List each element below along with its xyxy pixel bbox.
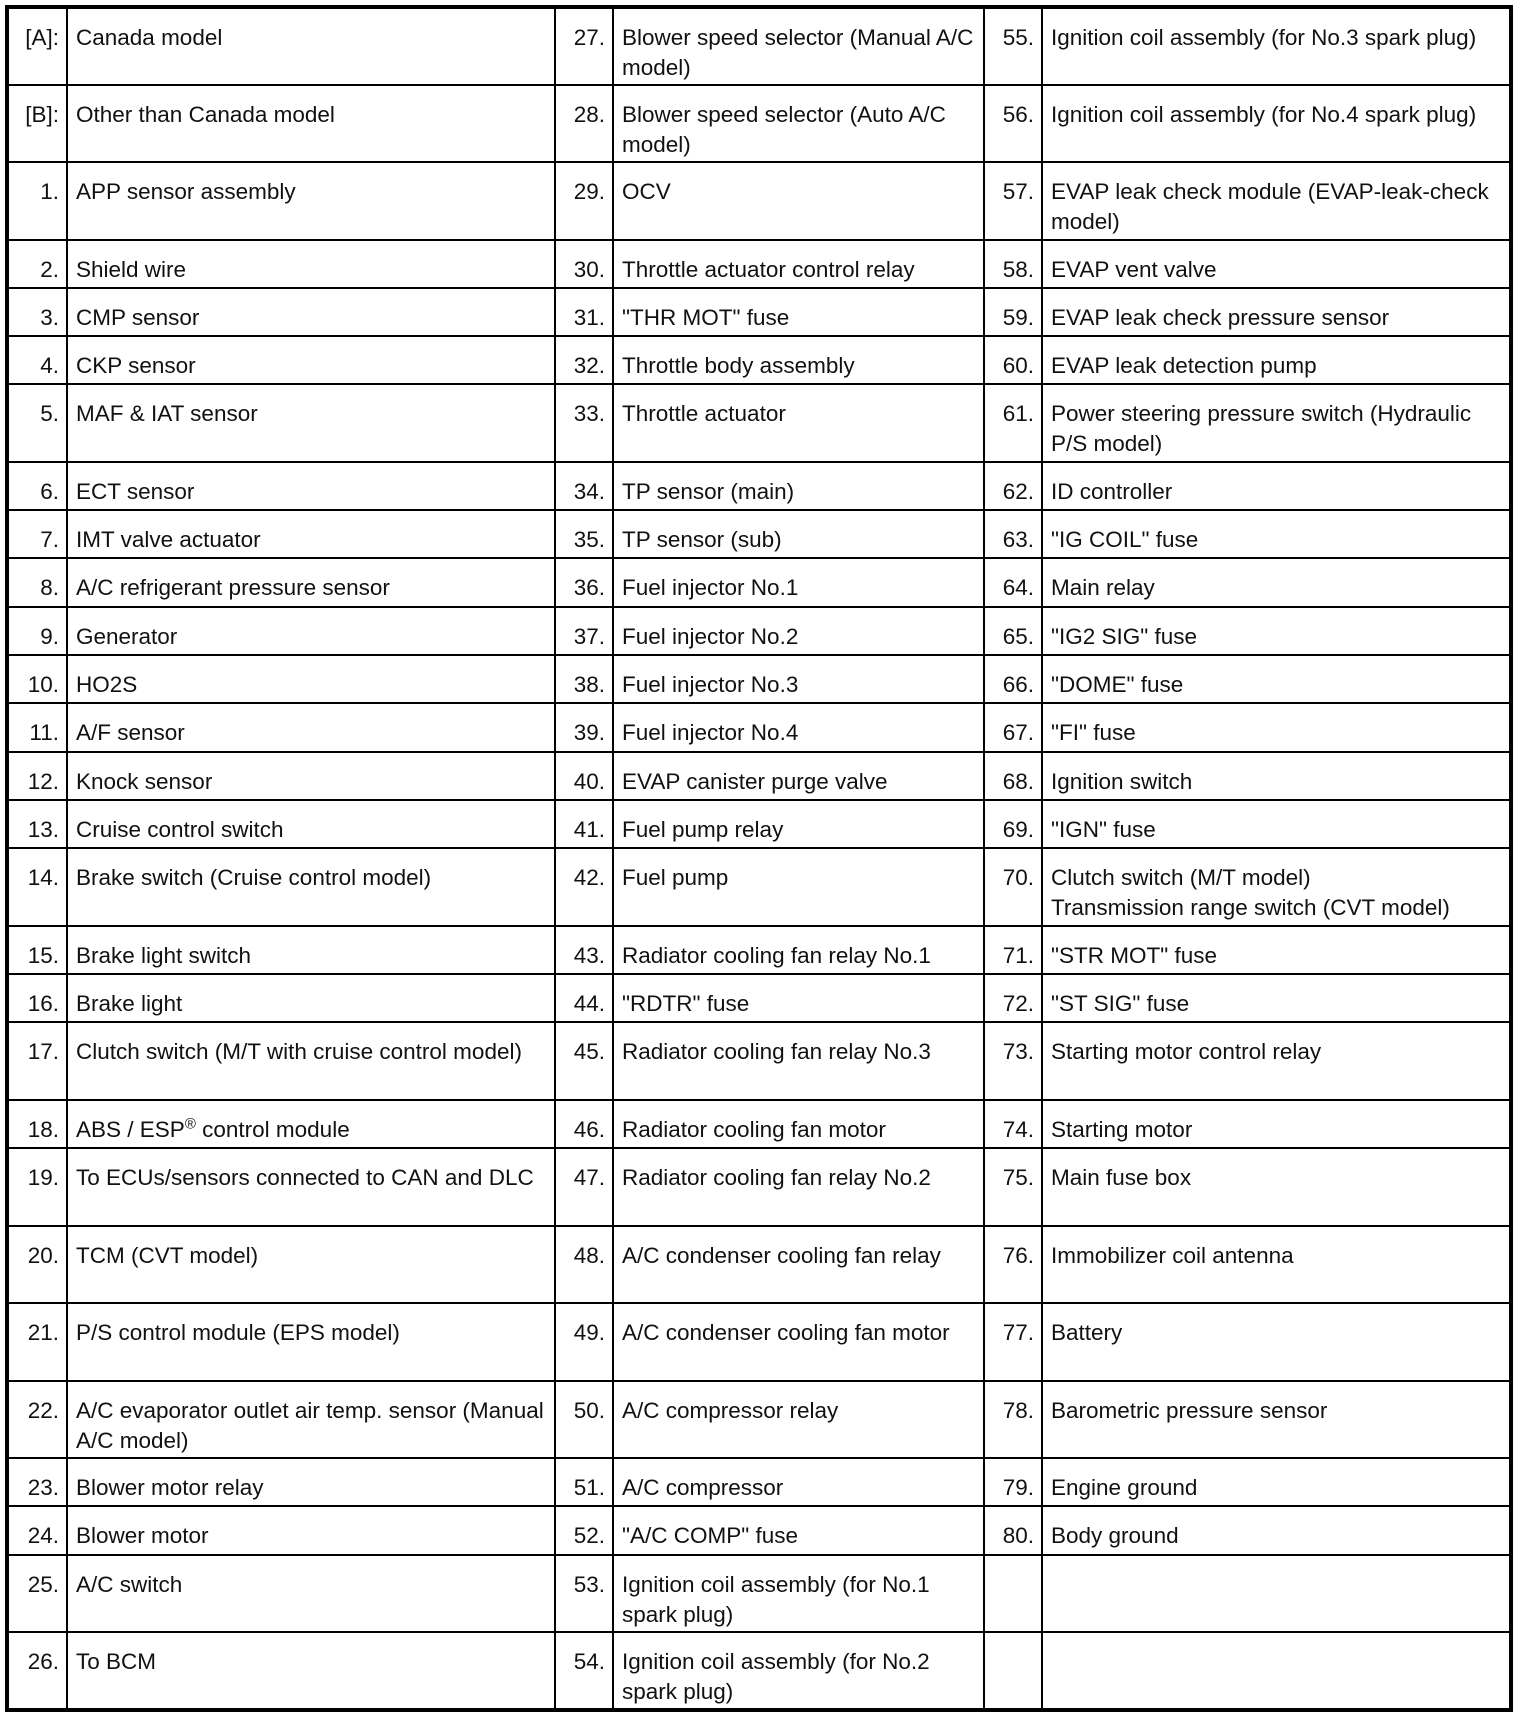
item-number: 53. bbox=[555, 1555, 613, 1633]
table-row bbox=[7, 1022, 1511, 1100]
item-number: 20. bbox=[7, 1226, 67, 1304]
item-description: "A/C COMP" fuse bbox=[613, 1506, 984, 1554]
item-number: 35. bbox=[555, 510, 613, 558]
item-description: Throttle actuator bbox=[613, 384, 984, 462]
table-row bbox=[7, 1458, 1511, 1506]
item-number: 60. bbox=[984, 336, 1042, 384]
item-number: 73. bbox=[984, 1022, 1042, 1100]
item-description: Blower speed selector (Auto A/C model) bbox=[613, 85, 984, 163]
item-number: 39. bbox=[555, 703, 613, 751]
item-number: 40. bbox=[555, 752, 613, 800]
item-number: 34. bbox=[555, 462, 613, 510]
item-number: 55. bbox=[984, 7, 1042, 85]
item-description: Starting motor bbox=[1042, 1100, 1511, 1148]
item-description: ID controller bbox=[1042, 462, 1511, 510]
item-description: "IG COIL" fuse bbox=[1042, 510, 1511, 558]
item-number: 79. bbox=[984, 1458, 1042, 1506]
table-row bbox=[7, 1148, 1511, 1226]
item-number bbox=[984, 1555, 1042, 1633]
item-description: Engine ground bbox=[1042, 1458, 1511, 1506]
item-description: EVAP vent valve bbox=[1042, 240, 1511, 288]
item-description: Radiator cooling fan relay No.2 bbox=[613, 1148, 984, 1226]
item-number: 46. bbox=[555, 1100, 613, 1148]
item-description: To ECUs/sensors connected to CAN and DLC bbox=[67, 1148, 555, 1226]
item-description: P/S control module (EPS model) bbox=[67, 1303, 555, 1381]
item-description: Fuel pump relay bbox=[613, 800, 984, 848]
table-row bbox=[7, 288, 1511, 336]
item-number: 10. bbox=[7, 655, 67, 703]
table-row bbox=[7, 162, 1511, 240]
item-number: 17. bbox=[7, 1022, 67, 1100]
table-row bbox=[7, 240, 1511, 288]
item-description bbox=[1042, 1632, 1511, 1710]
item-number: 62. bbox=[984, 462, 1042, 510]
item-description: Other than Canada model bbox=[67, 85, 555, 163]
item-number: 12. bbox=[7, 752, 67, 800]
item-number: 41. bbox=[555, 800, 613, 848]
item-number: 31. bbox=[555, 288, 613, 336]
table-row bbox=[7, 558, 1511, 606]
item-number: 65. bbox=[984, 607, 1042, 655]
item-description: Ignition coil assembly (for No.4 spark plug) bbox=[1042, 85, 1511, 163]
item-description: A/C condenser cooling fan motor bbox=[613, 1303, 984, 1381]
item-description: To BCM bbox=[67, 1632, 555, 1710]
item-description: Radiator cooling fan relay No.3 bbox=[613, 1022, 984, 1100]
item-description: Ignition coil assembly (for No.1 spark plug) bbox=[613, 1555, 984, 1633]
item-number: 25. bbox=[7, 1555, 67, 1633]
item-description: CMP sensor bbox=[67, 288, 555, 336]
item-number: 14. bbox=[7, 848, 67, 926]
item-description: EVAP leak detection pump bbox=[1042, 336, 1511, 384]
item-number: 21. bbox=[7, 1303, 67, 1381]
item-number: 19. bbox=[7, 1148, 67, 1226]
item-description: IMT valve actuator bbox=[67, 510, 555, 558]
item-number: 4. bbox=[7, 336, 67, 384]
item-number: 76. bbox=[984, 1226, 1042, 1304]
item-description: "RDTR" fuse bbox=[613, 974, 984, 1022]
item-description: A/C compressor bbox=[613, 1458, 984, 1506]
item-number: 64. bbox=[984, 558, 1042, 606]
item-description: Starting motor control relay bbox=[1042, 1022, 1511, 1100]
item-description: Fuel injector No.2 bbox=[613, 607, 984, 655]
table-row bbox=[7, 848, 1511, 926]
item-description: Knock sensor bbox=[67, 752, 555, 800]
item-description: "STR MOT" fuse bbox=[1042, 926, 1511, 974]
item-description: Blower speed selector (Manual A/C model) bbox=[613, 7, 984, 85]
item-description: EVAP canister purge valve bbox=[613, 752, 984, 800]
item-description: Ignition coil assembly (for No.3 spark plug) bbox=[1042, 7, 1511, 85]
item-number: 27. bbox=[555, 7, 613, 85]
item-description bbox=[1042, 1555, 1511, 1633]
item-number: 44. bbox=[555, 974, 613, 1022]
item-number: 78. bbox=[984, 1381, 1042, 1459]
item-number: 68. bbox=[984, 752, 1042, 800]
item-number: 32. bbox=[555, 336, 613, 384]
item-number: 77. bbox=[984, 1303, 1042, 1381]
item-description: A/C condenser cooling fan relay bbox=[613, 1226, 984, 1304]
item-description: Blower motor relay bbox=[67, 1458, 555, 1506]
item-description: "DOME" fuse bbox=[1042, 655, 1511, 703]
item-number: 75. bbox=[984, 1148, 1042, 1226]
item-description: Ignition switch bbox=[1042, 752, 1511, 800]
item-description: TP sensor (sub) bbox=[613, 510, 984, 558]
table-row bbox=[7, 336, 1511, 384]
item-number: 38. bbox=[555, 655, 613, 703]
item-number: 33. bbox=[555, 384, 613, 462]
item-description: ECT sensor bbox=[67, 462, 555, 510]
item-number: 72. bbox=[984, 974, 1042, 1022]
item-description: Shield wire bbox=[67, 240, 555, 288]
item-description: Radiator cooling fan motor bbox=[613, 1100, 984, 1148]
item-number: 63. bbox=[984, 510, 1042, 558]
item-number: 74. bbox=[984, 1100, 1042, 1148]
item-description: EVAP leak check pressure sensor bbox=[1042, 288, 1511, 336]
item-description: A/C compressor relay bbox=[613, 1381, 984, 1459]
table-row bbox=[7, 1100, 1511, 1148]
item-description: Throttle body assembly bbox=[613, 336, 984, 384]
item-description: HO2S bbox=[67, 655, 555, 703]
item-number: 5. bbox=[7, 384, 67, 462]
item-description: Main relay bbox=[1042, 558, 1511, 606]
item-number: 29. bbox=[555, 162, 613, 240]
item-description: Clutch switch (M/T with cruise control model) bbox=[67, 1022, 555, 1100]
item-number bbox=[984, 1632, 1042, 1710]
item-number: 66. bbox=[984, 655, 1042, 703]
item-description: A/C switch bbox=[67, 1555, 555, 1633]
item-number: 6. bbox=[7, 462, 67, 510]
item-number: 49. bbox=[555, 1303, 613, 1381]
item-number: 26. bbox=[7, 1632, 67, 1710]
item-number: 45. bbox=[555, 1022, 613, 1100]
item-description: Fuel injector No.4 bbox=[613, 703, 984, 751]
item-description: "ST SIG" fuse bbox=[1042, 974, 1511, 1022]
item-number: 16. bbox=[7, 974, 67, 1022]
item-description: A/C refrigerant pressure sensor bbox=[67, 558, 555, 606]
item-number: 22. bbox=[7, 1381, 67, 1459]
table-row bbox=[7, 1381, 1511, 1459]
table-row bbox=[7, 607, 1511, 655]
item-number: 11. bbox=[7, 703, 67, 751]
table-row bbox=[7, 703, 1511, 751]
item-description: APP sensor assembly bbox=[67, 162, 555, 240]
item-description: A/C evaporator outlet air temp. sensor (Manual A/C model) bbox=[67, 1381, 555, 1459]
table-row bbox=[7, 926, 1511, 974]
item-number: 24. bbox=[7, 1506, 67, 1554]
item-number: 43. bbox=[555, 926, 613, 974]
item-description: Fuel injector No.1 bbox=[613, 558, 984, 606]
item-number: 9. bbox=[7, 607, 67, 655]
item-description: TCM (CVT model) bbox=[67, 1226, 555, 1304]
item-description: Brake light bbox=[67, 974, 555, 1022]
table-row bbox=[7, 752, 1511, 800]
item-description: Canada model bbox=[67, 7, 555, 85]
table-row bbox=[7, 1506, 1511, 1554]
item-description: Throttle actuator control relay bbox=[613, 240, 984, 288]
item-description: Fuel injector No.3 bbox=[613, 655, 984, 703]
item-number: [B]: bbox=[7, 85, 67, 163]
item-number: 15. bbox=[7, 926, 67, 974]
item-description: "FI" fuse bbox=[1042, 703, 1511, 751]
item-number: 23. bbox=[7, 1458, 67, 1506]
legend-table bbox=[5, 5, 1513, 1712]
item-number: 70. bbox=[984, 848, 1042, 926]
item-description: Main fuse box bbox=[1042, 1148, 1511, 1226]
item-number: 1. bbox=[7, 162, 67, 240]
item-number: 50. bbox=[555, 1381, 613, 1459]
item-description: Battery bbox=[1042, 1303, 1511, 1381]
item-number: 71. bbox=[984, 926, 1042, 974]
table-row bbox=[7, 800, 1511, 848]
item-number: 2. bbox=[7, 240, 67, 288]
item-description: EVAP leak check module (EVAP-leak-check model) bbox=[1042, 162, 1511, 240]
item-description: Immobilizer coil antenna bbox=[1042, 1226, 1511, 1304]
table-row bbox=[7, 1226, 1511, 1304]
item-number: 7. bbox=[7, 510, 67, 558]
item-description: MAF & IAT sensor bbox=[67, 384, 555, 462]
item-number: 69. bbox=[984, 800, 1042, 848]
table-row bbox=[7, 655, 1511, 703]
item-description: Blower motor bbox=[67, 1506, 555, 1554]
item-description: Cruise control switch bbox=[67, 800, 555, 848]
item-description: Clutch switch (M/T model) Transmission range switch (CVT model) bbox=[1042, 848, 1511, 926]
item-number: 48. bbox=[555, 1226, 613, 1304]
item-number: 47. bbox=[555, 1148, 613, 1226]
item-description: OCV bbox=[613, 162, 984, 240]
item-number: 18. bbox=[7, 1100, 67, 1148]
item-number: 61. bbox=[984, 384, 1042, 462]
item-number: 13. bbox=[7, 800, 67, 848]
table-row bbox=[7, 1555, 1511, 1633]
table-row bbox=[7, 1632, 1511, 1710]
item-description: Brake light switch bbox=[67, 926, 555, 974]
item-number: 56. bbox=[984, 85, 1042, 163]
item-number: 58. bbox=[984, 240, 1042, 288]
item-description: "IGN" fuse bbox=[1042, 800, 1511, 848]
item-description: Radiator cooling fan relay No.1 bbox=[613, 926, 984, 974]
item-number: 51. bbox=[555, 1458, 613, 1506]
item-number: [A]: bbox=[7, 7, 67, 85]
item-description: Fuel pump bbox=[613, 848, 984, 926]
item-number: 59. bbox=[984, 288, 1042, 336]
item-description: CKP sensor bbox=[67, 336, 555, 384]
table-row bbox=[7, 510, 1511, 558]
item-description: "THR MOT" fuse bbox=[613, 288, 984, 336]
item-number: 52. bbox=[555, 1506, 613, 1554]
item-description: Power steering pressure switch (Hydraulic P/S model) bbox=[1042, 384, 1511, 462]
item-description: "IG2 SIG" fuse bbox=[1042, 607, 1511, 655]
item-description: Brake switch (Cruise control model) bbox=[67, 848, 555, 926]
table-row bbox=[7, 974, 1511, 1022]
item-description: Ignition coil assembly (for No.2 spark plug) bbox=[613, 1632, 984, 1710]
item-description: Body ground bbox=[1042, 1506, 1511, 1554]
item-number: 36. bbox=[555, 558, 613, 606]
item-number: 37. bbox=[555, 607, 613, 655]
item-number: 54. bbox=[555, 1632, 613, 1710]
item-number: 80. bbox=[984, 1506, 1042, 1554]
legend-table-body bbox=[7, 7, 1511, 1710]
table-row bbox=[7, 384, 1511, 462]
item-number: 8. bbox=[7, 558, 67, 606]
item-number: 67. bbox=[984, 703, 1042, 751]
table-row bbox=[7, 462, 1511, 510]
item-number: 30. bbox=[555, 240, 613, 288]
item-number: 3. bbox=[7, 288, 67, 336]
item-description: TP sensor (main) bbox=[613, 462, 984, 510]
item-number: 42. bbox=[555, 848, 613, 926]
table-row bbox=[7, 1303, 1511, 1381]
table-row bbox=[7, 7, 1511, 85]
table-row bbox=[7, 85, 1511, 163]
item-number: 57. bbox=[984, 162, 1042, 240]
item-description: ABS / ESP® control module bbox=[67, 1100, 555, 1148]
item-description: Barometric pressure sensor bbox=[1042, 1381, 1511, 1459]
item-description: Generator bbox=[67, 607, 555, 655]
item-description: A/F sensor bbox=[67, 703, 555, 751]
item-number: 28. bbox=[555, 85, 613, 163]
